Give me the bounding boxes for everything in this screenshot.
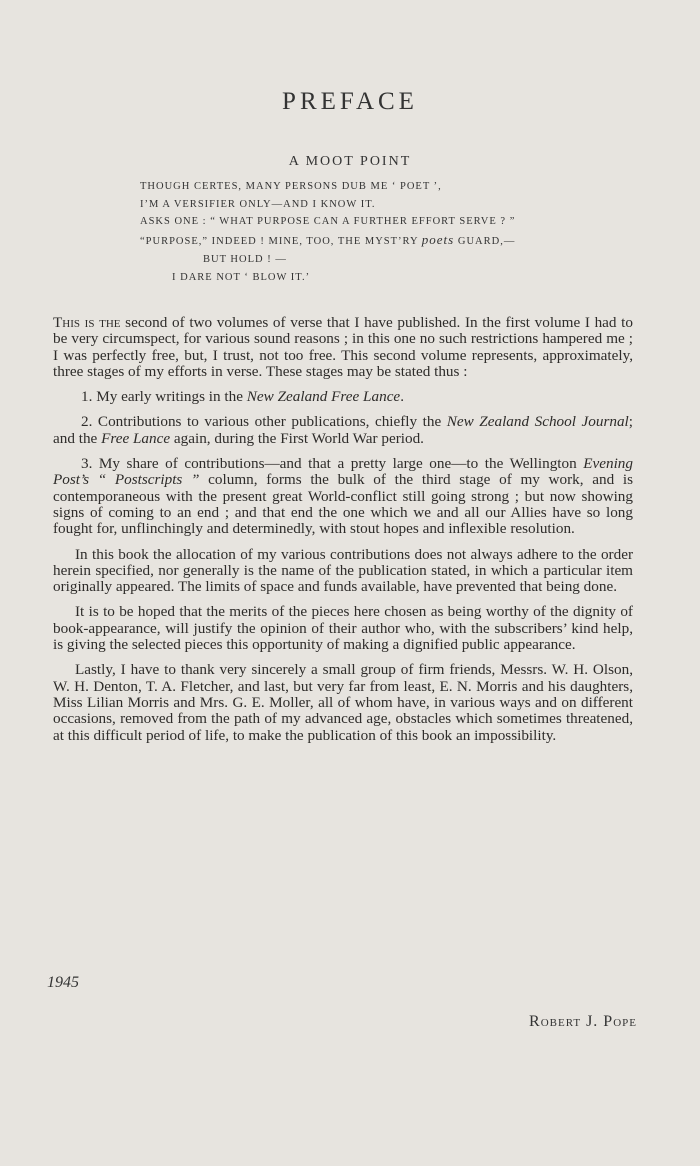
- item-italic: Evening Post’s “ Postscripts ”: [53, 455, 633, 489]
- preface-body: [53, 315, 633, 753]
- paragraph: Lastly, I have to thank very sincerely a small group of firm friends, Messrs. W. H. Olson, W. H. Denton, T. A. Fletcher, and last, but very far from least, E. N. Morris and his daughters, Miss Lilian Morris and Mrs. G. E. Moller, all of whom have, in various ways and on different occasions, removed from the path of my advanced age, obstacles which sometimes threatened, at this difficult period of life, to make the publication of this book an impossibility.: [53, 661, 633, 744]
- paragraph-text: second of two volumes of verse that I have published. In the first volume I had to be very circumspect, for various sound reasons ; in this one no such restrictions hampered me ; I was perfectly free, but, I trust, not too free. This second volume represents, approximately, three stages of my efforts in verse. These stages may be stated thus :: [53, 314, 633, 380]
- poem-line: [140, 231, 620, 251]
- item-text: 2. Contributions to various other publications, chiefly the: [81, 413, 447, 431]
- poem-line: I’M A VERSIFIER ONLY—AND I KNOW IT.: [140, 198, 376, 210]
- paragraph: In this book the allocation of my various contributions does not always adhere to the order herein specified, nor generally is the name of the publication stated, in which a particular item originally appeared. The limits of space and funds available, have prevented that being done.: [53, 545, 633, 596]
- poem-line: BUT HOLD ! —: [203, 253, 287, 265]
- item-italic: Free Lance: [101, 429, 171, 447]
- list-item: [53, 389, 633, 405]
- poem-line-italic: poets: [421, 232, 455, 248]
- paragraph-lead: This is the: [53, 314, 121, 331]
- poem-line: I DARE NOT ‘ BLOW IT.’: [172, 271, 311, 283]
- poem-line: THOUGH CERTES, MANY PERSONS DUB ME ‘ POET ’,: [140, 181, 442, 192]
- item-text: ; and the: [53, 413, 633, 447]
- poem-line-part: GUARD,—: [454, 236, 516, 248]
- item-text: again, during the First World War period.: [170, 429, 424, 447]
- poem-line: ASKS ONE : “ WHAT PURPOSE CAN A FURTHER EFFORT SERVE ? ”: [140, 216, 516, 228]
- poem-title: A MOOT POINT: [288, 154, 412, 169]
- list-item: [53, 456, 633, 537]
- author-signature: Robert J. Pope: [529, 1013, 637, 1030]
- item-text: 1. My early writings in the: [81, 388, 247, 406]
- item-text: column, forms the bulk of the third stage of my work, and is contemporaneous with the present great World-conflict still going strong ; but now showing signs of coming to an end ; and that end the one which we and all our Allies have so long fought for, unflinchingly and determinedly, with stout hopes and inflexible resolution.: [53, 471, 633, 538]
- item-italic: New Zealand Free Lance: [246, 388, 401, 406]
- item-italic: New Zealand School Journal: [446, 413, 629, 431]
- paragraph: It is to be hoped that the merits of the pieces here chosen as being worthy of the dignity of book-appearance, will justify the opinion of their author who, with the subscribers’ kind help, is giving the selected pieces this opportunity of making a dignified public appearance.: [53, 603, 633, 654]
- page-title: PREFACE: [282, 88, 418, 115]
- item-text: 3. My share of contributions—and that a pretty large one—to the Wellington: [81, 455, 584, 473]
- poem: [140, 178, 620, 286]
- date: 1945: [47, 974, 79, 991]
- item-text: .: [400, 388, 404, 406]
- list-item: [53, 414, 633, 447]
- paragraph: [53, 315, 633, 380]
- poem-line-part: “PURPOSE,” INDEED ! MINE, TOO, THE MYST’RY: [140, 236, 422, 248]
